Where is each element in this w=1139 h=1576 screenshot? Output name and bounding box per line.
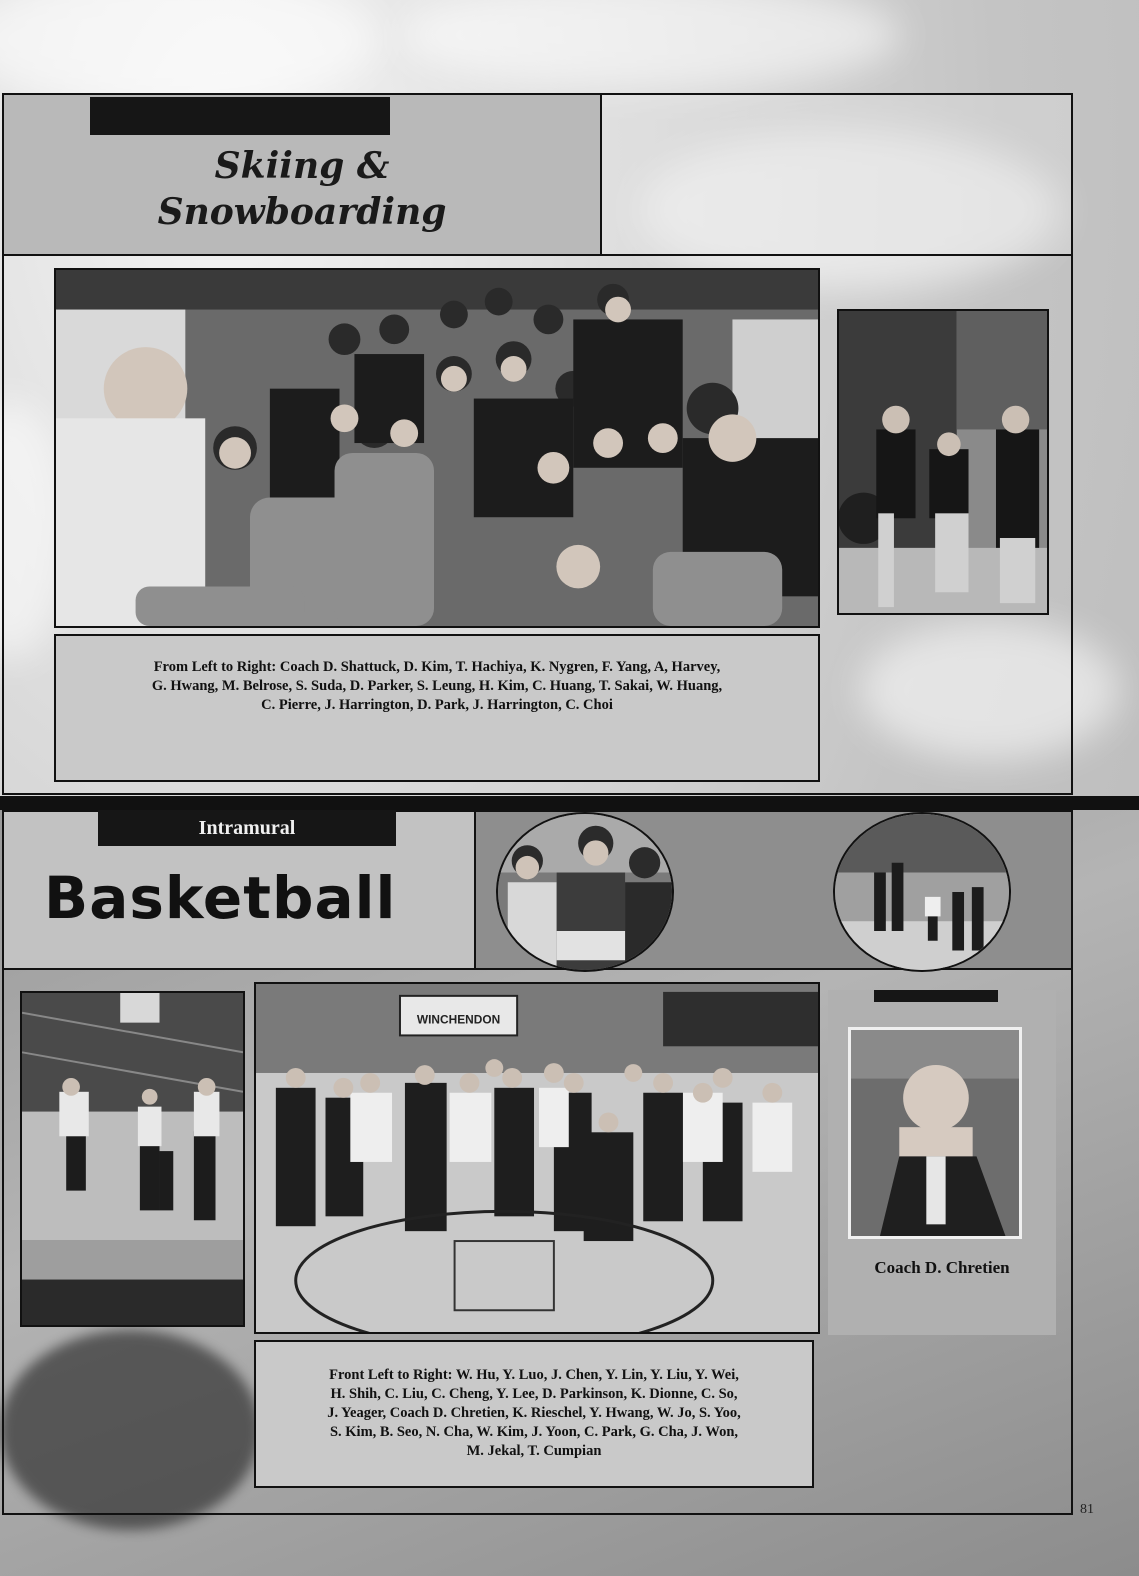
caption-line: S. Kim, B. Seo, N. Cha, W. Kim, J. Yoon, C. Park, G. Cha, J. Won, <box>329 1424 739 1440</box>
section-divider <box>0 796 1139 810</box>
skiing-title-line1: Skiing & <box>214 145 390 187</box>
ski-bus-side-photo <box>837 309 1049 615</box>
title-bar <box>90 97 390 135</box>
basketball-title-panel <box>2 810 476 970</box>
basketball-game-photo <box>20 991 245 1327</box>
caption-line: J. Yeager, Coach D. Chretien, K. Rieschel, Y. Hwang, W. Jo, S. Yoo, <box>327 1405 741 1421</box>
cloud-decoration <box>400 0 900 90</box>
ski-trip-bus-photo <box>54 268 820 628</box>
players-circle-photo <box>496 812 674 972</box>
skiing-sky-panel <box>600 93 1073 256</box>
skiing-caption <box>54 634 820 782</box>
caption-line: G. Hwang, M. Belrose, S. Suda, D. Parker, S. Leung, H. Kim, C. Huang, T. Sakai, W. Huang, <box>151 678 723 694</box>
coach-panel <box>828 990 1056 1335</box>
basketball-caption <box>254 1340 814 1488</box>
basketball-title: Basketball <box>44 864 397 932</box>
winchendon-banner: WINCHENDON <box>416 1012 501 1027</box>
caption-line: H. Shih, C. Liu, C. Cheng, Y. Lee, D. Parkinson, K. Dionne, C. So, <box>330 1386 738 1402</box>
coach-portrait-photo <box>848 1027 1022 1239</box>
caption-line: From Left to Right: Coach D. Shattuck, D. Kim, T. Hachiya, K. Nygren, F. Yang, A, Harvey, <box>153 659 721 675</box>
skiing-title-line2: Snowboarding <box>157 191 447 233</box>
title-bar <box>874 990 998 1002</box>
game-circle-photo <box>833 812 1011 972</box>
skiing-title <box>4 143 600 235</box>
basketball-team-photo <box>254 982 820 1334</box>
skiing-title-panel <box>2 93 602 256</box>
caption-line: M. Jekal, T. Cumpian <box>466 1443 602 1459</box>
page-number: 81 <box>1080 1502 1094 1517</box>
caption-line: C. Pierre, J. Harrington, D. Park, J. Harrington, C. Choi <box>261 697 613 713</box>
caption-line: Front Left to Right: W. Hu, Y. Luo, J. Chen, Y. Lin, Y. Liu, Y. Wei, <box>329 1367 739 1383</box>
intramural-label: Intramural <box>98 810 396 846</box>
coach-name: Coach D. Chretien <box>874 1258 1010 1277</box>
